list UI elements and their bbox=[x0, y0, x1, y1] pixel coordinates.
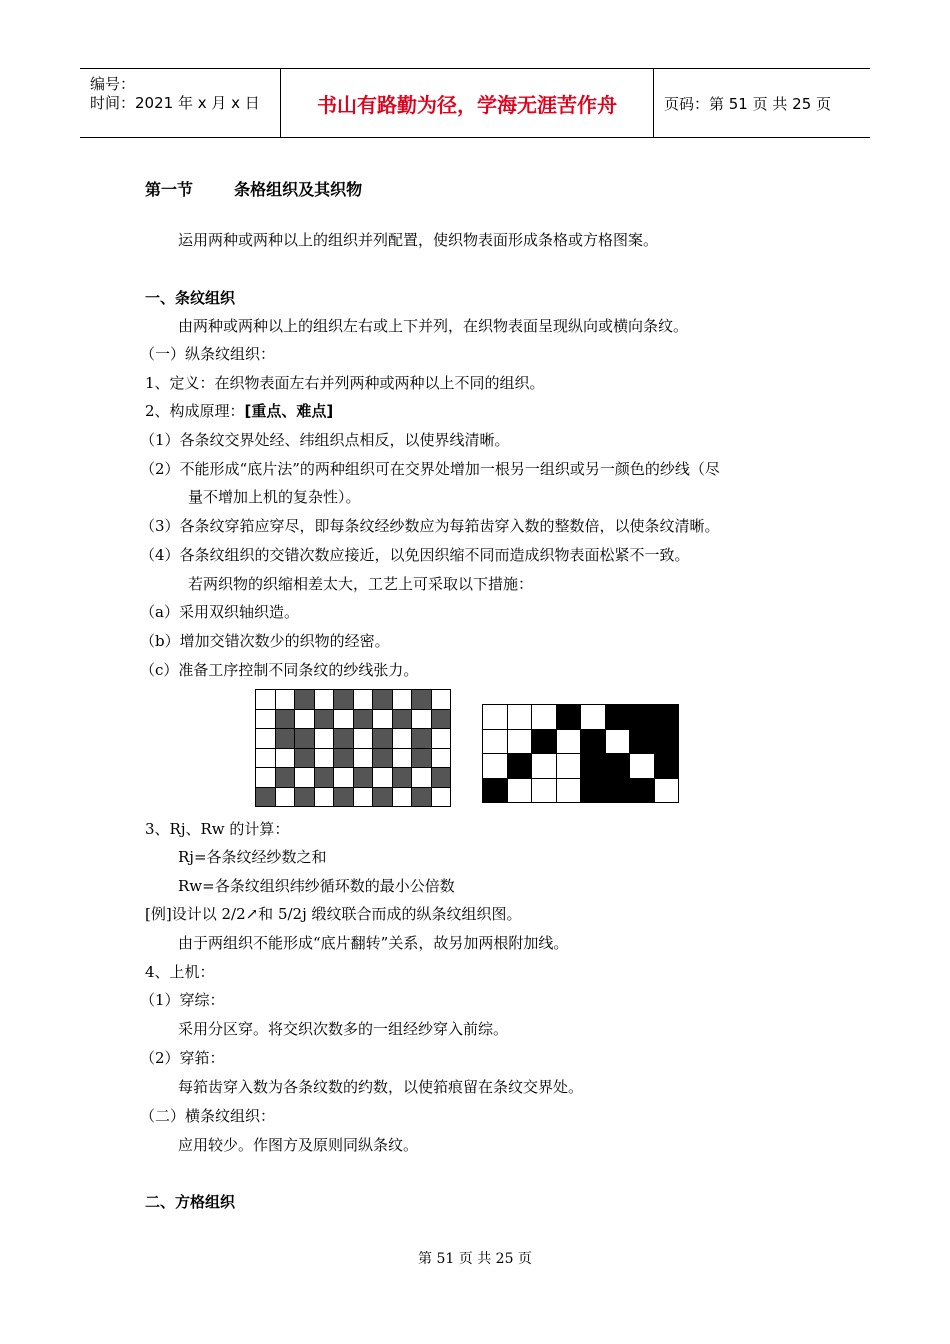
reed-desc: 每筘齿穿入数为各条纹数的约数，以使筘痕留在条纹交界处。 bbox=[178, 1078, 584, 1096]
intro-paragraph: 运用两种或两种以上的组织并列配置，使织物表面形成条格或方格图案。 bbox=[178, 231, 659, 249]
header-page-label: 页码：第 51 页 共 25 页 bbox=[664, 94, 832, 113]
time-label: 时间：2021 年 x 月 x 日 bbox=[90, 94, 260, 112]
grid-cell-empty bbox=[256, 690, 276, 710]
grid-row bbox=[256, 787, 451, 807]
part2-heading: 二、方格组织 bbox=[145, 1193, 236, 1211]
grid-cell-filled bbox=[295, 729, 315, 749]
grid-cell-filled bbox=[373, 729, 393, 749]
grid-cell-filled bbox=[392, 768, 412, 788]
reed-heading: （2）穿筘： bbox=[140, 1049, 225, 1067]
section-title bbox=[145, 180, 362, 200]
grid-cell-filled bbox=[431, 768, 451, 788]
grid-cell-filled bbox=[275, 768, 295, 788]
grid-row bbox=[483, 729, 679, 754]
principle-4-note: 若两织物的织缩相差太大，工艺上可采取以下措施： bbox=[188, 575, 534, 593]
sub2-heading: （二）横条纹组织： bbox=[140, 1107, 276, 1125]
section-number: 第一节 bbox=[145, 180, 194, 199]
grid-cell-filled bbox=[605, 778, 630, 803]
grid-cell-empty bbox=[353, 729, 373, 749]
loom-heading: 4、上机： bbox=[145, 963, 215, 981]
grid-cell-filled bbox=[412, 787, 432, 807]
principle-2b: 量不增加上机的复杂性）。 bbox=[188, 488, 361, 506]
principle-2a: （2）不能形成“底片法”的两种组织可在交界处增加一根另一组织或另一颜色的纱线（尽 bbox=[140, 460, 720, 478]
grid-cell-empty bbox=[507, 705, 532, 730]
grid-cell-empty bbox=[373, 768, 393, 788]
grid-cell-empty bbox=[431, 787, 451, 807]
part1-heading: 一、条纹组织 bbox=[145, 289, 236, 307]
grid-cell-empty bbox=[275, 690, 295, 710]
grid-cell-filled bbox=[334, 787, 354, 807]
measure-c: （c）准备工序控制不同条纹的纱线张力。 bbox=[140, 661, 419, 679]
grid-cell-empty bbox=[431, 748, 451, 768]
grid-cell-empty bbox=[353, 690, 373, 710]
grid-cell-filled bbox=[295, 787, 315, 807]
grid-cell-filled bbox=[334, 729, 354, 749]
sub2-desc: 应用较少。作图方及原则同纵条纹。 bbox=[178, 1136, 419, 1154]
grid-cell-filled bbox=[605, 754, 630, 779]
grid-cell-filled bbox=[630, 778, 655, 803]
page-header bbox=[80, 68, 870, 138]
grid-cell-empty bbox=[314, 690, 334, 710]
grid-cell-empty bbox=[654, 778, 679, 803]
rj-formula: Rj=各条纹经纱数之和 bbox=[178, 848, 327, 866]
grid-cell-empty bbox=[532, 705, 557, 730]
grid-cell-empty bbox=[630, 754, 655, 779]
grid-cell-empty bbox=[483, 705, 508, 730]
grid-cell-empty bbox=[556, 729, 581, 754]
grid-cell-filled bbox=[654, 705, 679, 730]
grid-cell-filled bbox=[392, 709, 412, 729]
measure-b: （b）增加交错次数少的织物的经密。 bbox=[140, 632, 390, 650]
principle-3: （3）各条纹穿筘应穿尽，即每条纹经纱数应为每筘齿穿入数的整数倍，以使条纹清晰。 bbox=[140, 517, 720, 535]
grid-cell-filled bbox=[275, 729, 295, 749]
grid-cell-empty bbox=[392, 690, 412, 710]
grid-cell-filled bbox=[412, 748, 432, 768]
grid-cell-filled bbox=[353, 709, 373, 729]
example-note: 由于两组织不能形成“底片翻转”关系，故另加两根附加线。 bbox=[178, 934, 569, 952]
grid-cell-empty bbox=[392, 787, 412, 807]
grid-cell-empty bbox=[373, 709, 393, 729]
grid-cell-empty bbox=[431, 729, 451, 749]
grid-row bbox=[256, 709, 451, 729]
measure-a: （a）采用双织轴织造。 bbox=[140, 603, 299, 621]
grid-cell-empty bbox=[334, 768, 354, 788]
header-meta bbox=[80, 69, 281, 137]
grid-cell-empty bbox=[275, 787, 295, 807]
grid-cell-empty bbox=[295, 768, 315, 788]
grid-cell-empty bbox=[431, 690, 451, 710]
grid-row bbox=[483, 754, 679, 779]
grid-cell-empty bbox=[556, 754, 581, 779]
grid-cell-filled bbox=[353, 768, 373, 788]
grid-row bbox=[256, 690, 451, 710]
grid-row bbox=[256, 748, 451, 768]
rw-formula: Rw=各条纹组织纬纱循环数的最小公倍数 bbox=[178, 877, 455, 895]
grid-cell-filled bbox=[334, 748, 354, 768]
grid-cell-empty bbox=[507, 778, 532, 803]
grid-cell-empty bbox=[392, 748, 412, 768]
grid-cell-filled bbox=[314, 709, 334, 729]
calc-heading: 3、Rj、Rw 的计算： bbox=[145, 820, 290, 838]
principle-label: 2、构成原理： bbox=[145, 402, 245, 420]
grid-cell-filled bbox=[256, 787, 276, 807]
grid-cell-empty bbox=[353, 787, 373, 807]
grid-cell-empty bbox=[483, 754, 508, 779]
grid-cell-empty bbox=[314, 787, 334, 807]
grid-cell-empty bbox=[556, 778, 581, 803]
grid-cell-filled bbox=[431, 709, 451, 729]
grid-cell-empty bbox=[412, 768, 432, 788]
grid-cell-empty bbox=[256, 768, 276, 788]
sub1-heading: （一）纵条纹组织： bbox=[140, 345, 276, 363]
grid-cell-empty bbox=[256, 709, 276, 729]
grid-cell-empty bbox=[314, 748, 334, 768]
part1-desc: 由两种或两种以上的组织左右或上下并列，在织物表面呈现纵向或横向条纹。 bbox=[178, 317, 689, 335]
grid-cell-empty bbox=[334, 709, 354, 729]
heald-desc: 采用分区穿。将交织次数多的一组经纱穿入前综。 bbox=[178, 1020, 509, 1038]
number-label: 编号： bbox=[90, 75, 136, 93]
grid-cell-empty bbox=[392, 729, 412, 749]
definition: 1、定义：在织物表面左右并列两种或两种以上不同的组织。 bbox=[145, 374, 545, 392]
grid-cell-empty bbox=[353, 748, 373, 768]
grid-cell-filled bbox=[295, 690, 315, 710]
grid-cell-filled bbox=[581, 778, 606, 803]
grid-cell-empty bbox=[275, 748, 295, 768]
principle-1: （1）各条纹交界处经、纬组织点相反，以使界线清晰。 bbox=[140, 431, 510, 449]
principle-4: （4）各条纹组织的交错次数应接近，以免因织缩不同而造成织物表面松紧不一致。 bbox=[140, 546, 690, 564]
grid-row bbox=[483, 705, 679, 730]
grid-cell-empty bbox=[256, 729, 276, 749]
grid-cell-empty bbox=[605, 729, 630, 754]
grid-row bbox=[256, 729, 451, 749]
weave-diagram-1 bbox=[255, 689, 451, 807]
grid-cell-empty bbox=[581, 705, 606, 730]
principle-line bbox=[145, 401, 333, 421]
grid-row bbox=[483, 778, 679, 803]
principle-emphasis: [重点、难点] bbox=[244, 402, 334, 420]
grid-cell-filled bbox=[507, 754, 532, 779]
grid-cell-empty bbox=[412, 709, 432, 729]
grid-row bbox=[256, 768, 451, 788]
section-name: 条格组织及其织物 bbox=[234, 180, 363, 199]
grid-cell-empty bbox=[532, 778, 557, 803]
grid-cell-filled bbox=[556, 705, 581, 730]
page-footer: 第 51 页 共 25 页 bbox=[418, 1251, 532, 1267]
grid-cell-filled bbox=[483, 778, 508, 803]
grid-cell-filled bbox=[581, 754, 606, 779]
grid-cell-filled bbox=[654, 754, 679, 779]
grid-cell-empty bbox=[314, 729, 334, 749]
grid-cell-filled bbox=[581, 729, 606, 754]
grid-cell-empty bbox=[532, 754, 557, 779]
grid-cell-filled bbox=[412, 690, 432, 710]
grid-cell-filled bbox=[275, 709, 295, 729]
grid-cell-empty bbox=[483, 729, 508, 754]
grid-cell-filled bbox=[295, 748, 315, 768]
grid-cell-filled bbox=[605, 705, 630, 730]
grid-cell-empty bbox=[507, 729, 532, 754]
grid-cell-filled bbox=[654, 729, 679, 754]
grid-cell-filled bbox=[412, 729, 432, 749]
grid-cell-filled bbox=[314, 768, 334, 788]
grid-cell-empty bbox=[256, 748, 276, 768]
grid-cell-filled bbox=[630, 729, 655, 754]
header-motto: 书山有路勤为径，学海无涯苦作舟 bbox=[281, 69, 654, 137]
grid-cell-filled bbox=[532, 729, 557, 754]
weave-diagram-2 bbox=[482, 704, 679, 803]
grid-cell-filled bbox=[373, 690, 393, 710]
grid-cell-filled bbox=[373, 748, 393, 768]
grid-cell-filled bbox=[334, 690, 354, 710]
grid-cell-filled bbox=[373, 787, 393, 807]
heald-heading: （1）穿综： bbox=[140, 991, 225, 1009]
example: [例]设计以 2/2↗和 5/2j 缎纹联合而成的纵条纹组织图。 bbox=[145, 905, 522, 923]
grid-cell-empty bbox=[295, 709, 315, 729]
grid-cell-filled bbox=[630, 705, 655, 730]
